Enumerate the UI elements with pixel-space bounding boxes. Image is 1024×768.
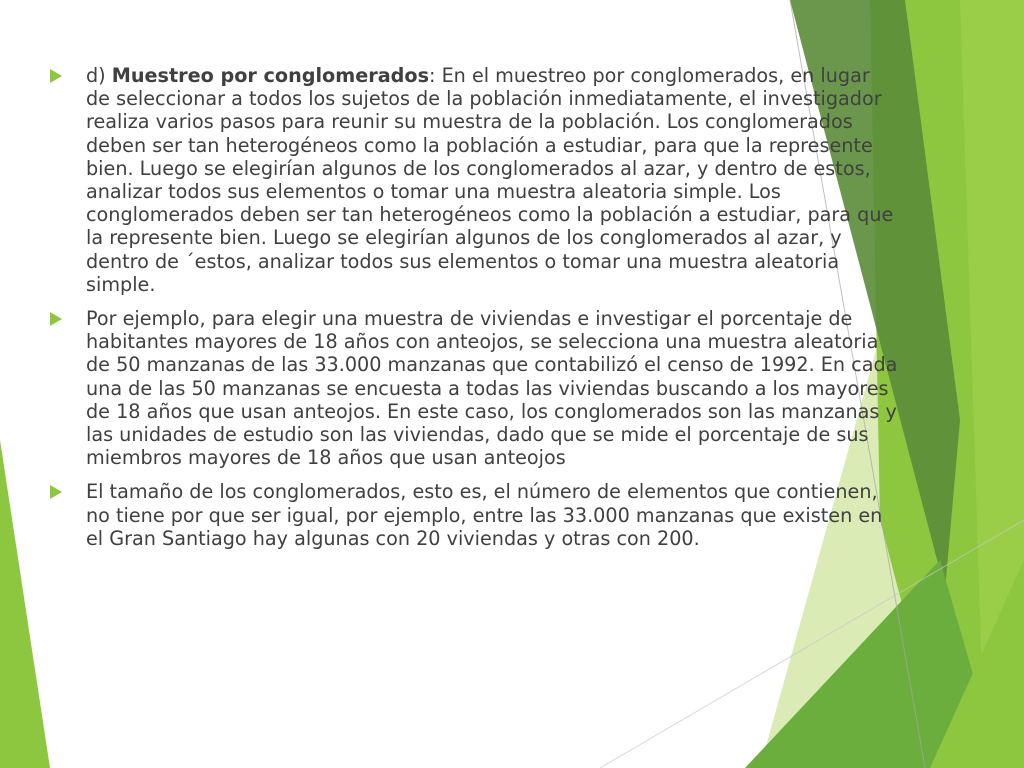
left-green-sliver: [0, 440, 50, 768]
bullet-text: : En el muestreo por conglomerados, en lugar de seleccionar a todos los sujetos de la población inmediatamente, el investigador realiza varios pasos para reunir su muestra de la población. Los conglomerados deben ser tan heterogéneos como la población a estudiar, para que la represente bien. Luego se elegirían algunos de los conglomerados al azar, y dentro de estos, analizar todos sus elementos o tomar una muestra aleatoria simple. Los conglomerados deben ser tan heterogéneos como la población a estudiar, para que la represente bien. Luego se elegirían algunos de los conglomerados al azar, y dentro de ´estos, analizar todos sus elementos o tomar una muestra aleatoria simple.: [86, 64, 894, 296]
bullet-item: [48, 307, 898, 469]
bullet-term: Muestreo por conglomerados: [111, 64, 429, 87]
bullet-text: Por ejemplo, para elegir una muestra de viviendas e investigar el porcentaje de habitantes mayores de 18 años con anteojos, se selecciona una muestra aleatoria de 50 manzanas de las 33.000 manzanas que contabilizó el censo de 1992. En cada una de las 50 manzanas se encuesta a todas las viviendas buscando a los mayores de 18 años que usan anteojos. En este caso, los conglomerados son las manzanas y las unidades de estudio son las viviendas, dado que se mide el porcentaje de sus miembros mayores de 18 años que usan anteojos: [86, 307, 898, 470]
bullet-list: [48, 64, 898, 561]
bullet-arrow-icon: [50, 485, 62, 499]
bullet-prefix: d): [86, 64, 112, 87]
bullet-item: [48, 480, 898, 550]
bullet-arrow-icon: [50, 69, 62, 83]
bullet-text: El tamaño de los conglomerados, esto es, el número de elementos que contienen, no tiene por que ser igual, por ejemplo, entre las 33.000 manzanas que existen en el Gran Santiago hay algunas con 20 viviendas y otras con 200.: [86, 480, 883, 550]
bullet-item: [48, 64, 898, 296]
bullet-arrow-icon: [50, 312, 62, 326]
